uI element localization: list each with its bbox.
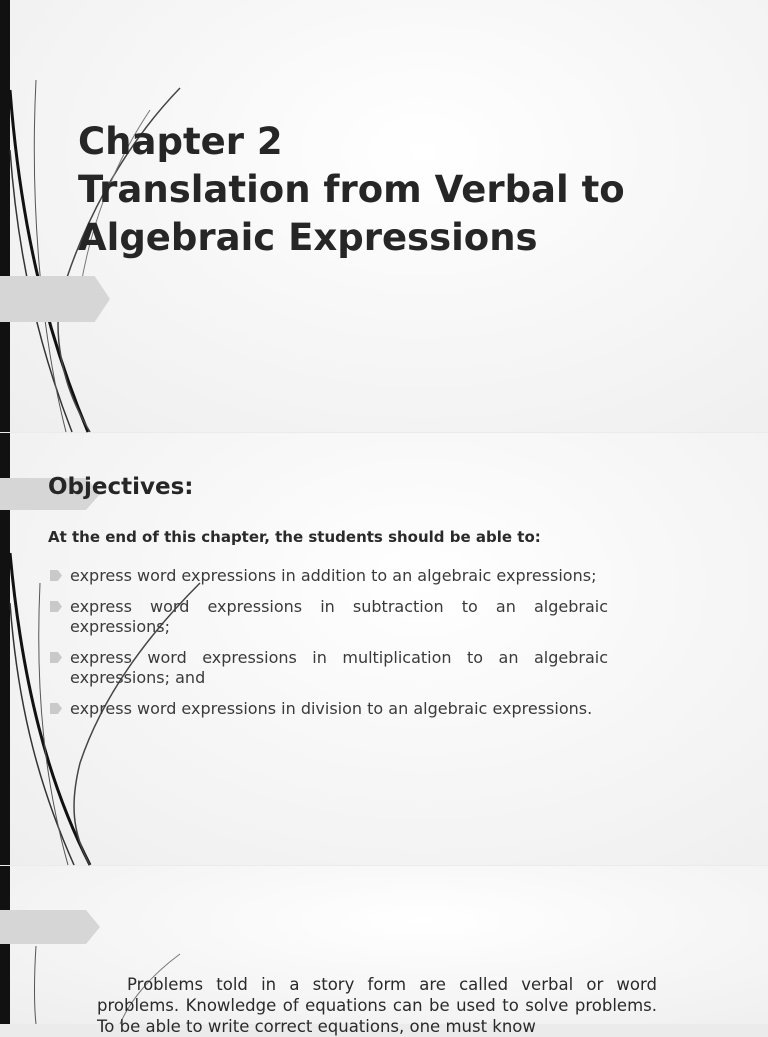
objectives-intro: At the end of this chapter, the students should be able to: bbox=[48, 528, 541, 546]
intro-paragraph: Problems told in a story form are called verbal or word problems. Knowledge of equations can be used to solve problems. To be able to write correct equations, one must know bbox=[97, 975, 657, 1036]
objectives-heading: Objectives: bbox=[48, 474, 194, 500]
objectives-list bbox=[48, 566, 608, 730]
title-line-1: Chapter 2 bbox=[78, 120, 283, 163]
arrow-bullet-icon bbox=[50, 703, 62, 714]
list-item: express word expressions in multiplication to an algebraic expressions; and bbox=[48, 648, 608, 688]
title-slide bbox=[0, 0, 768, 432]
accent-tab bbox=[0, 910, 100, 944]
slide-title bbox=[78, 118, 718, 262]
arrow-bullet-icon bbox=[50, 570, 62, 581]
content-slide bbox=[0, 866, 768, 1036]
list-item: express word expressions in division to an algebraic expressions. bbox=[48, 699, 608, 719]
title-line-2: Translation from Verbal to bbox=[78, 168, 625, 211]
accent-tab bbox=[0, 276, 110, 322]
list-item: express word expressions in addition to an algebraic expressions; bbox=[48, 566, 608, 586]
arrow-bullet-icon bbox=[50, 601, 62, 612]
title-line-3: Algebraic Expressions bbox=[78, 216, 538, 259]
objectives-slide bbox=[0, 433, 768, 865]
arrow-bullet-icon bbox=[50, 652, 62, 663]
list-item: express word expressions in subtraction to an algebraic expressions; bbox=[48, 597, 608, 637]
